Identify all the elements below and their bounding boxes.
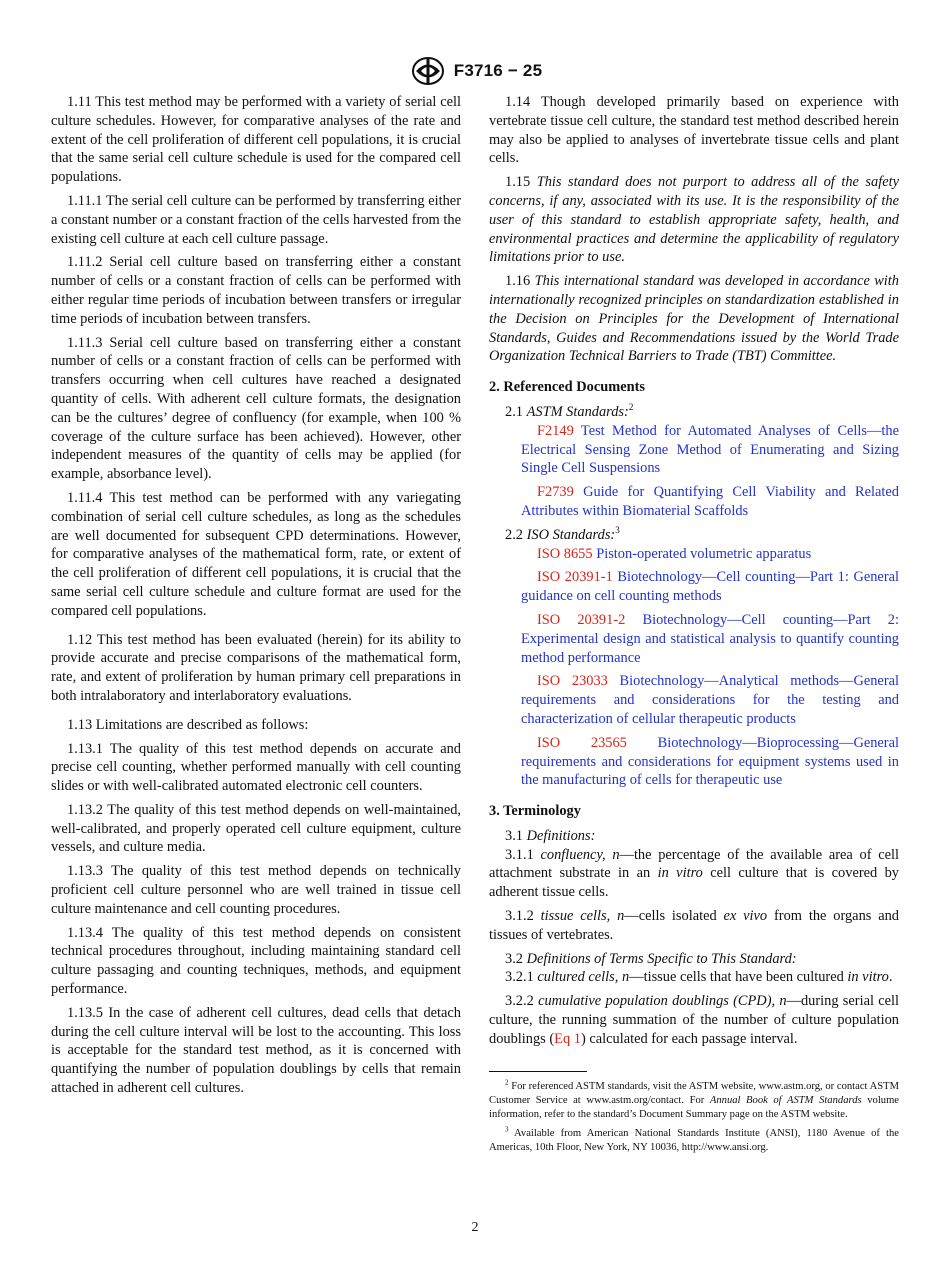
para-1-13-2: 1.13.2 The quality of this test method depends on well-maintained, well-calibrated, and properly operated cell culture equipment, culture vessels, and culture media. [51, 801, 461, 856]
para-1-13: 1.13 Limitations are described as follows: [67, 716, 309, 733]
latin-term: in vitro [657, 865, 703, 882]
para-1-15 [489, 173, 899, 267]
astm-standards-label: ASTM Standards: [526, 403, 629, 420]
reference-code[interactable]: F2739 [537, 484, 574, 501]
reference-code[interactable]: ISO 20391-2 [537, 611, 626, 628]
footnote-3 [489, 1127, 899, 1155]
reference-iso-23565[interactable] [489, 734, 899, 790]
footnote-number: 3 [505, 1125, 509, 1134]
reference-iso-20391-2[interactable] [489, 611, 899, 667]
section-heading-terminology: 3. Terminology [489, 803, 581, 820]
reference-f2739[interactable] [489, 483, 899, 521]
para-1-11-4: 1.11.4 This test method can be performed with any variegating combination of serial cell culture schedules, as long as the schedules are well documented for subsequent CPD determinations. However, for comparative analyses of the mathematical form, rate, or extent of the cell proliferation of different cell populations, it is crucial that the same serial cell culture schedule and culture format are used for the compared cell populations. [51, 489, 461, 619]
equation-link[interactable]: Eq 1 [554, 1030, 581, 1047]
footnote-number: 2 [505, 1078, 509, 1087]
reference-title[interactable]: Guide for Quantifying Cell Viability and Related Attributes within Biomaterial Scaffolds [521, 484, 899, 519]
para-1-13-5: 1.13.5 In the case of adherent cell cultures, dead cells that detach during the cell culture interval will be lost to the accounting. This loss is acceptable for the standard test method, as it is concerned with quantifying the number of population doublings by cells that remain attached in adherent cell cultures. [51, 1004, 461, 1097]
reference-iso-8655[interactable] [489, 545, 899, 564]
definition-text: —the percentage of the available area of cell attachment substrate in an [489, 846, 899, 882]
footnote-2 [489, 1080, 899, 1123]
document-designation: F3716 − 25 [453, 61, 543, 80]
para-1-13-3: 1.13.3 The quality of this test method depends on technically proficient cell culture personnel who are well trained in tissue cell culture maintenance and cell counting procedures. [51, 863, 461, 917]
para-1-13-1: 1.13.1 The quality of this test method depends on accurate and precise cell counting, whether performed manually with cell counting slides or with well-calibrated automated electronic cell counters. [51, 740, 461, 795]
definition-text: —cells isolated [624, 908, 717, 925]
para-num: 3.1.1 [505, 846, 534, 863]
para-1-13-4: 1.13.4 The quality of this test method depends on consistent technical procedures throughout, including maintaining standard cell culture passaging and counting techniques, methods, and equipment performance. [51, 924, 461, 998]
subsection-2-2 [489, 526, 899, 545]
para-1-11-2: 1.11.2 Serial cell culture based on transferring either a constant number of cells or a constant fraction of cells can be performed with either regular time periods of incubation between transfers or irregular time periods of incubation between transfers. [51, 254, 461, 327]
page-header [0, 55, 950, 87]
subsection-2-1 [489, 403, 899, 422]
reference-code[interactable]: F2149 [537, 422, 574, 439]
right-column [489, 93, 899, 1161]
safety-caveat: This standard does not purport to address all of the safety concerns, if any, associated with its use. It is the responsibility of the user of this standard to establish appropriate safety, health, and environmental practices and determine the applicability of regulatory limitations prior to use. [489, 174, 899, 266]
footnote-divider [489, 1071, 587, 1072]
reference-title[interactable]: Biotechnology—Analytical methods—General requirements and considerations for the testing and characterization of cellular therapeutic products [521, 673, 899, 727]
para-1-11-3: 1.11.3 Serial cell culture based on transferring either a constant number of cells or a constant fraction of cells can be performed with transfers occurring when cell cultures have reached a designated quantity of cells. With adherent cell culture formats, the designation can be the cultures’ degree of confluency (for example, when 100 % coverage of the culture surface has been achieved). However, other independent measures of the quantity of cells may be applied (for example, absorbance level). [51, 334, 461, 483]
para-num: 1.15 [505, 174, 531, 191]
definition-tissue-cells [489, 907, 899, 945]
para-num: 3.2 [505, 950, 523, 967]
reference-title[interactable]: Biotechnology—Bioprocessing—General requirements and considerations for equipment systems used in the manufacturing of cells for therapeutic use [521, 734, 899, 789]
definitions-label: Definitions: [526, 827, 596, 844]
left-column [51, 93, 461, 1103]
reference-title[interactable]: Biotechnology—Cell counting—Part 1: General guidance on cell counting methods [521, 569, 899, 605]
reference-code[interactable]: ISO 23033 [537, 673, 608, 690]
footnote-text: Available from American National Standards Institute (ANSI), 1180 Avenue of the Americas, 10th Floor, New York, NY 10036, http://www.ansi.org. [489, 1128, 899, 1154]
para-1-11: 1.11 This test method may be performed with a variety of serial cell culture schedules. However, for comparative analyses of the rate and extent of the cell proliferation of different cell populations, it is crucial that the same serial cell culture schedule is used for the compared cell populations. [51, 94, 461, 186]
para-1-16 [489, 272, 899, 366]
para-num: 3.2.2 [505, 993, 534, 1010]
defined-term: confluency, n [540, 846, 620, 863]
definition-text: ) calculated for each passage interval. [580, 1030, 798, 1047]
para-1-11-1: 1.11.1 The serial cell culture can be performed by transferring either a constant number or a constant fraction of the cells harvested from the existing cell culture at each cell culture passage. [51, 192, 461, 247]
footnote-italic: Annual Book of ASTM Standards [709, 1094, 862, 1106]
section-heading-referenced-documents: 2. Referenced Documents [489, 379, 645, 396]
para-num: 1.16 [505, 273, 531, 290]
astm-logo-icon [408, 56, 448, 86]
footnote-marker-2[interactable]: 2 [628, 402, 634, 413]
subsection-3-2 [489, 950, 899, 969]
para-1-12: 1.12 This test method has been evaluated (herein) for its ability to provide accurate and precise comparisons of the mathematical form, rate, and extent of proliferation by human primary cell preparations in both intralaboratory and interlaboratory evaluations. [51, 631, 461, 704]
reference-iso-23033[interactable] [489, 672, 899, 728]
latin-term: in vitro [847, 969, 889, 986]
reference-title[interactable]: Test Method for Automated Analyses of Cells—the Electrical Sensing Zone Method of Enumerating and Sizing Single Cell Suspensions [521, 422, 900, 477]
para-num: 3.2.1 [505, 969, 534, 986]
definition-cpd [489, 992, 899, 1048]
para-num: 2.2 [505, 526, 523, 543]
wto-statement: This international standard was developed in accordance with internationally recognized principles on standardization established in the Decision on Principles for the Development of International Standards, Guides and Recommendations issued by the World Trade Organization Technical Barriers to Trade (TBT) Committee. [489, 273, 899, 365]
reference-code[interactable]: ISO 8655 [537, 545, 593, 562]
definition-text: from the organs and tissues of vertebrates. [489, 908, 899, 943]
subsection-3-1 [489, 827, 899, 846]
reference-f2149[interactable] [489, 422, 899, 478]
defined-term: cultured cells, n [537, 969, 630, 986]
reference-iso-20391-1[interactable] [489, 568, 899, 606]
definition-cultured-cells: 3.2.1 cultured cells, n—tissue cells that have been cultured in vitro. [505, 969, 893, 986]
defined-term: tissue cells, n [540, 908, 625, 925]
footnote-text: For referenced ASTM standards, visit the ASTM website, www.astm.org, or contact ASTM Customer Service at www.astm.org/contact. For [489, 1080, 900, 1106]
reference-code[interactable]: ISO 20391-1 [537, 569, 613, 586]
page-number: 2 [471, 1220, 479, 1235]
para-1-14: 1.14 Though developed primarily based on experience with vertebrate tissue cell culture, the standard test method described herein may also be applied to analyses of invertebrate tissue cells and plant cells. [489, 94, 899, 167]
defined-term: cumulative population doublings (CPD), n [538, 993, 787, 1010]
definitions-specific-label: Definitions of Terms Specific to This Standard: [526, 950, 797, 967]
definition-text: cell culture that is covered by adherent tissue cells. [489, 865, 899, 901]
reference-title[interactable]: Piston-operated volumetric apparatus [596, 545, 812, 562]
footnote-text: volume information, refer to the standard’s Document Summary page on the ASTM website. [489, 1094, 900, 1121]
para-num: 2.1 [505, 403, 523, 420]
reference-title[interactable]: Biotechnology—Cell counting—Part 2: Experimental design and statistical analysis to quantify counting method performance [521, 611, 899, 666]
definition-text: —tissue cells that have been cultured [629, 969, 844, 986]
footnote-marker-3[interactable]: 3 [615, 524, 620, 535]
iso-standards-label: ISO Standards: [526, 526, 616, 543]
definition-text: —during serial cell culture, the running summation of the number of culture population doublings ( [489, 993, 899, 1047]
latin-term: ex vivo [723, 908, 768, 925]
para-num: 3.1 [505, 827, 523, 844]
para-num: 3.1.2 [505, 908, 534, 925]
reference-code[interactable]: ISO 23565 [537, 734, 627, 751]
definition-confluency [489, 846, 899, 902]
